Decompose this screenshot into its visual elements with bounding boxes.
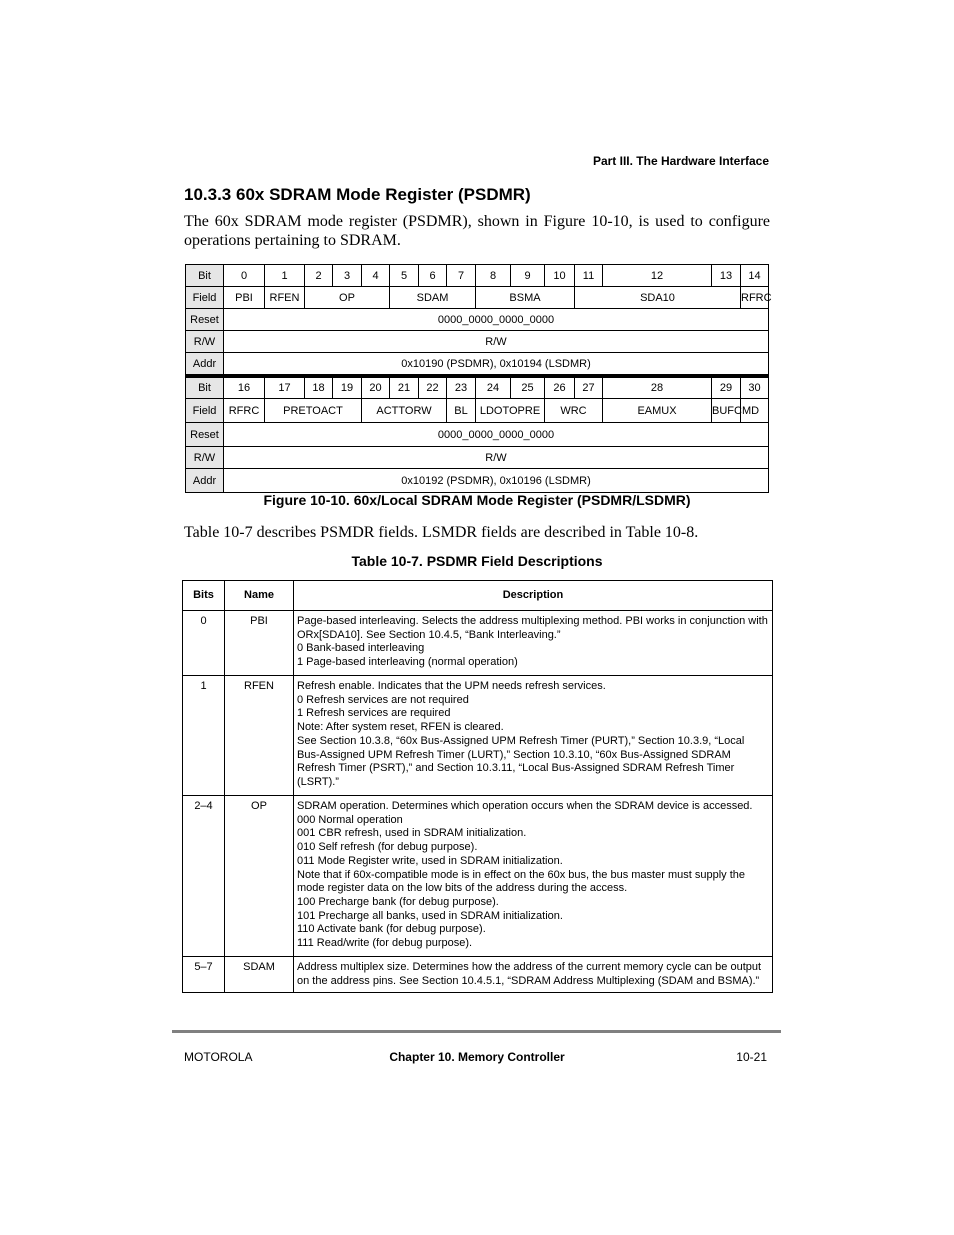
column-header-name: Name [225, 581, 294, 611]
description-line: 001 CBR refresh, used in SDRAM initialization. [297, 827, 527, 840]
reset-row [186, 423, 769, 447]
running-header: Part III. The Hardware Interface [592, 154, 769, 168]
description-line: 1 Refresh services are required [297, 707, 451, 720]
field-eamux: EAMUX [603, 399, 712, 423]
description-line: 011 Mode Register write, used in SDRAM initialization. [297, 854, 563, 867]
bit-number: 18 [305, 377, 333, 399]
field-wrc: WRC [545, 399, 603, 423]
reset-label: Reset [186, 309, 224, 331]
reset-value: 0000_0000_0000_0000 [224, 423, 769, 447]
bit-number: 2 [305, 265, 333, 287]
register-diagram-upper [185, 264, 772, 375]
rw-row [186, 331, 769, 353]
description-line: Note: After system reset, RFEN is cleared. [297, 721, 504, 734]
reset-label: Reset [186, 423, 224, 447]
description-line: Note that if 60x-compatible mode is in effect on the 60x bus, the bus master must supply the mode register data on the low bits of the address during the access. [297, 868, 745, 895]
field-op: OP [305, 287, 390, 309]
section-heading: 10.3.3 60x SDRAM Mode Register (PSDMR) [184, 185, 531, 204]
addr-row [186, 469, 769, 493]
addr-value: 0x10192 (PSDMR), 0x10196 (LSDMR) [224, 469, 769, 493]
table-row [183, 676, 773, 796]
bit-number: 4 [362, 265, 390, 287]
field-sda10: SDA10 [575, 287, 741, 309]
reference-paragraph: Table 10-7 describes PSMDR fields. LSMDR fields are described in Table 10-8. [184, 524, 699, 541]
rw-value: R/W [224, 447, 769, 469]
row-description [294, 676, 773, 796]
footer-page-number: 10-21 [736, 1050, 767, 1064]
row-description [294, 611, 773, 676]
field-ldotopre: LDOTOPRE [476, 399, 545, 423]
description-line: Address multiplex size. Determines how the address of the current memory cycle can be output on the address pins. See Section 10.4.5.1, “SDRAM Address Multiplexing (SDAM and BSMA).” [297, 961, 762, 987]
bit-number: 7 [447, 265, 476, 287]
table-header-row [183, 581, 773, 611]
row-bits: 5–7 [183, 957, 225, 993]
row-name: OP [225, 796, 294, 957]
bit-number: 5 [390, 265, 419, 287]
description-line: 0 Bank-based interleaving [297, 642, 425, 655]
bit-number: 20 [362, 377, 390, 399]
bit-number: 30 [741, 377, 769, 399]
addr-row [186, 353, 769, 375]
field-rfrc: RFRC [224, 399, 265, 423]
field-row [186, 399, 769, 423]
description-line: 100 Precharge bank (for debug purpose). [297, 895, 499, 908]
description-line: 110 Activate bank (for debug purpose). [297, 923, 486, 936]
description-line: 111 Read/write (for debug purpose). [297, 937, 473, 950]
bit-row [186, 377, 769, 399]
description-line: 010 Self refresh (for debug purpose). [297, 841, 478, 854]
field-row [186, 287, 769, 309]
field-acttorw: ACTTORW [362, 399, 447, 423]
bit-number: 29 [712, 377, 741, 399]
description-line: Page-based interleaving. Selects the address multiplexing method. PBI works in conjunction with ORx[SDA10]. See Section 10.4.5, “Bank Interleaving.” [297, 615, 768, 641]
intro-line: operations pertaining to SDRAM. [184, 232, 401, 249]
bit-number: 19 [333, 377, 362, 399]
bit-label: Bit [186, 265, 224, 287]
bit-number: 11 [575, 265, 603, 287]
bit-label: Bit [186, 377, 224, 399]
bit-number: 27 [575, 377, 603, 399]
row-description [294, 957, 773, 993]
field-label: Field [186, 399, 224, 423]
addr-value: 0x10190 (PSDMR), 0x10194 (LSDMR) [224, 353, 769, 375]
intro-paragraph [184, 212, 770, 250]
bit-number: 6 [419, 265, 447, 287]
table-title: Table 10-7. PSDMR Field Descriptions [351, 553, 603, 569]
rw-value: R/W [224, 331, 769, 353]
description-line: 000 Normal operation [297, 813, 403, 826]
field-description-table [182, 580, 773, 993]
bit-number: 23 [447, 377, 476, 399]
rw-row [186, 447, 769, 469]
bit-number: 12 [603, 265, 712, 287]
column-header-bits: Bits [183, 581, 225, 611]
bit-number: 1 [265, 265, 305, 287]
field-bl: BL [447, 399, 476, 423]
bit-number: 0 [224, 265, 265, 287]
row-description [294, 796, 773, 957]
reset-value: 0000_0000_0000_0000 [224, 309, 769, 331]
bit-number: 17 [265, 377, 305, 399]
bit-number: 13 [712, 265, 741, 287]
row-bits: 2–4 [183, 796, 225, 957]
table-row [183, 796, 773, 957]
bit-number: 28 [603, 377, 712, 399]
description-line: 101 Precharge all banks, used in SDRAM initialization. [297, 909, 563, 922]
row-name: RFEN [225, 676, 294, 796]
row-bits: 0 [183, 611, 225, 676]
bit-number: 25 [511, 377, 545, 399]
row-bits: 1 [183, 676, 225, 796]
bit-number: 3 [333, 265, 362, 287]
bit-number: 8 [476, 265, 511, 287]
figure-caption: Figure 10-10. 60x/Local SDRAM Mode Register (PSDMR/LSDMR) [263, 492, 691, 508]
table-row [183, 957, 773, 993]
bit-number: 21 [390, 377, 419, 399]
register-diagram-lower [185, 375, 769, 493]
reset-row [186, 309, 769, 331]
row-name: SDAM [225, 957, 294, 993]
field-rfen: RFEN [265, 287, 305, 309]
field-label: Field [186, 287, 224, 309]
footer-publisher: MOTOROLA [184, 1050, 253, 1064]
rw-label: R/W [186, 447, 224, 469]
field-bufcmd: BUFCMD [712, 399, 741, 423]
bit-number: 10 [545, 265, 575, 287]
bit-number: 24 [476, 377, 511, 399]
field-bsma: BSMA [476, 287, 575, 309]
footer-chapter: Chapter 10. Memory Controller [389, 1050, 565, 1064]
description-line: SDRAM operation. Determines which operation occurs when the SDRAM device is accessed. [297, 800, 753, 812]
footer-rule [172, 1030, 781, 1033]
field-rfrc: RFRC [741, 287, 769, 309]
table-row [183, 611, 773, 676]
field-pretoact: PRETOACT [265, 399, 362, 423]
field-pbi: PBI [224, 287, 265, 309]
addr-label: Addr [186, 353, 224, 375]
field-sdam: SDAM [390, 287, 476, 309]
row-name: PBI [225, 611, 294, 676]
bit-number: 16 [224, 377, 265, 399]
bit-number: 26 [545, 377, 575, 399]
description-line: See Section 10.3.8, “60x Bus-Assigned UPM Refresh Timer (PURT),” Section 10.3.9, “Local Bus-Assigned UPM Refresh Timer (LURT),” Section 10.3.10, “60x Bus-Assigned SDRAM Refresh Timer (PSRT),” and Section 10.3.11, “Local Bus-Assigned SDRAM Refresh Timer (LSRT).” [297, 734, 745, 788]
bit-row [186, 265, 769, 287]
description-line: Refresh enable. Indicates that the UPM needs refresh services. [297, 680, 606, 692]
description-line: 1 Page-based interleaving (normal operation) [297, 656, 518, 669]
intro-line: The 60x SDRAM mode register (PSDMR), shown in Figure 10-10, is used to configure [184, 213, 770, 230]
bit-number: 9 [511, 265, 545, 287]
rw-label: R/W [186, 331, 224, 353]
bit-number: 22 [419, 377, 447, 399]
addr-label: Addr [186, 469, 224, 493]
description-line: 0 Refresh services are not required [297, 693, 469, 706]
bit-number: 14 [741, 265, 769, 287]
column-header-description: Description [294, 581, 773, 611]
